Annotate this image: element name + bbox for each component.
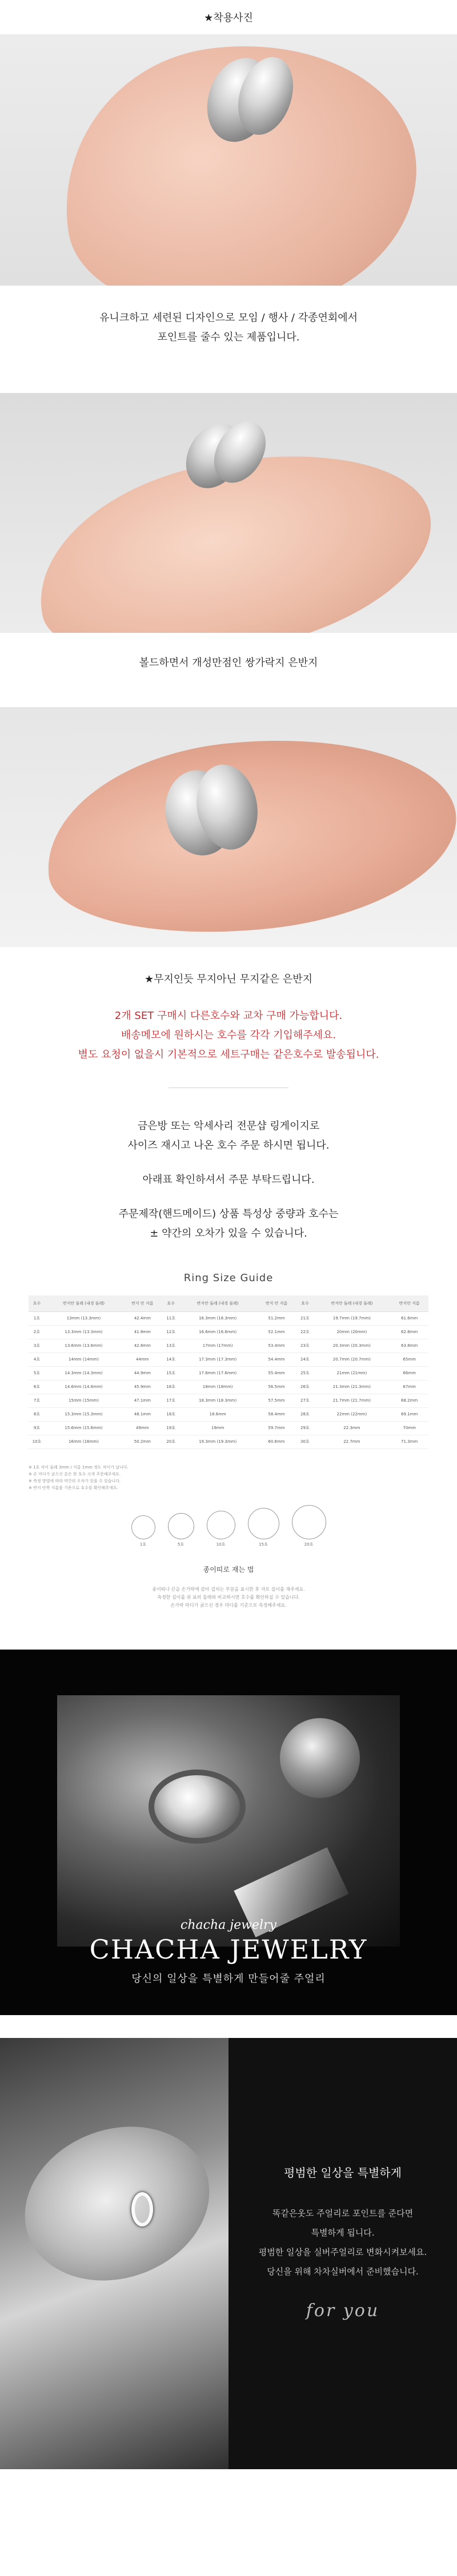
table-cell: 22호 [296,1325,313,1339]
table-cell: 15.3mm (15.3mm) [45,1407,122,1421]
table-cell: 52.1mm [256,1325,297,1339]
table-cell: 23호 [296,1339,313,1353]
table-cell: 63.8mm [390,1339,428,1353]
table-cell: 44.9mm [122,1366,163,1380]
photo1-caption: 유니크하고 세련된 디자인으로 모임 / 행사 / 각종연회에서 포인트를 줄수 있는 제품입니다. [99,312,358,343]
table-cell: 2호 [29,1325,45,1339]
table-cell: 18.6mm [179,1407,256,1421]
table-cell: 60.6mm [256,1435,297,1449]
table-cell: 17.3mm (17.3mm) [179,1353,256,1366]
table-row [29,1339,428,1353]
table-cell: 16.3mm (16.3mm) [179,1311,256,1325]
table-cell: 22.7mm [313,1435,390,1449]
header-cell: 반지안 지름 [390,1295,428,1311]
special-panel [228,2038,457,2469]
table-cell: 71.3mm [390,1435,428,1449]
table-cell: 8호 [29,1407,45,1421]
brand-script: chacha jewelry [181,1917,276,1932]
size-circle-chart: 1호 5호 10호 15호 20호 [0,1505,457,1547]
wearing-photo-2 [0,393,457,633]
table-cell: 57.5mm [256,1394,297,1407]
table-cell: 13mm (13.3mm) [45,1311,122,1325]
table-cell: 4호 [29,1353,45,1366]
table-cell: 67mm [390,1380,428,1394]
table-cell: 61.6mm [390,1311,428,1325]
table-cell: 6호 [29,1380,45,1394]
table-cell: 11호 [163,1311,179,1325]
special-everyday-banner [0,2038,457,2469]
ring-size-table [29,1295,428,1449]
set-order-notice: 2개 SET 구매시 다른호수와 교차 구매 가능합니다. 배송메모에 원하시는 호수를 각각 기입해주세요. 별도 요청이 없을시 기본적으로 세트구매는 같은호수로 발송됩니다. [78,1010,379,1061]
table-row [29,1394,428,1407]
table-cell: 54.4mm [256,1353,297,1366]
table-cell: 17mm (17mm) [179,1339,256,1353]
table-cell: 19.7mm (19.7mm) [313,1311,390,1325]
table-cell: 19호 [163,1421,179,1435]
table-cell: 66mm [390,1366,428,1380]
table-cell: 69.1mm [390,1407,428,1421]
section-title: ★착용사진 [204,12,253,24]
header-cell: 호수 [163,1295,179,1311]
table-cell: 28호 [296,1407,313,1421]
table-cell: 42.8mm [122,1339,163,1353]
table-cell: 21.3mm (21.3mm) [313,1380,390,1394]
photo3-caption: ★무지인듯 무지아닌 무지같은 은반지 [144,973,313,985]
wearing-photo-1 [0,34,457,286]
table-cell: 58.4mm [256,1407,297,1421]
table-cell: 47.1mm [122,1394,163,1407]
header-cell: 호수 [29,1295,45,1311]
table-cell: 55.4mm [256,1366,297,1380]
table-cell: 14.6mm (14.6mm) [45,1380,122,1394]
paper-measure-title: 종이띠로 재는 법 [203,1565,254,1574]
table-cell: 22.3mm [313,1421,390,1435]
table-cell: 22mm (22mm) [313,1407,390,1421]
table-cell: 41.8mm [122,1325,163,1339]
brand-name: CHACHA JEWELRY [89,1933,368,1965]
size-circle [131,1515,155,1539]
table-row [29,1325,428,1339]
table-cell: 15.6mm (15.6mm) [45,1421,122,1435]
table-cell: 65mm [390,1353,428,1366]
header-cell: 반지안 둘레 (내경 둘레) [179,1295,256,1311]
table-cell: 25호 [296,1366,313,1380]
size-circle [292,1505,326,1539]
table-cell: 20.3mm (20.3mm) [313,1339,390,1353]
size-circle [207,1511,235,1539]
size-circle [168,1513,194,1539]
table-cell: 17호 [163,1394,179,1407]
table-cell: 51.2mm [256,1311,297,1325]
hands-photo [0,2038,228,2469]
table-cell: 14.3mm (14.3mm) [45,1366,122,1380]
table-cell: 16호 [163,1380,179,1394]
header-cell: 반지 안 지름 [256,1295,297,1311]
table-cell: 27호 [296,1394,313,1407]
special-title: 평범한 일상을 특별하게 [284,2165,402,2180]
table-row [29,1421,428,1435]
table-row [29,1380,428,1394]
table-cell: 13호 [163,1339,179,1353]
table-cell: 3호 [29,1339,45,1353]
table-cell: 20mm (20mm) [313,1325,390,1339]
table-row [29,1407,428,1421]
for-you-script: for you [306,2300,380,2321]
size-info-2: 아래표 확인하셔서 주문 부탁드립니다. [142,1174,315,1186]
table-cell: 18mm (18mm) [179,1380,256,1394]
table-cell: 16.6mm (16.6mm) [179,1325,256,1339]
table-cell: 68.2mm [390,1394,428,1407]
table-cell: 42.4mm [122,1311,163,1325]
size-info-3: 주문제작(핸드메이드) 상품 특성상 중량과 호수는 ± 약간의 오차가 있을 수 있습니다. [118,1208,339,1239]
wearing-photo-3 [0,707,457,947]
table-cell: 13.6mm (13.6mm) [45,1339,122,1353]
header-cell: 호수 [296,1295,313,1311]
table-cell: 1호 [29,1311,45,1325]
wedding-ring [131,2192,153,2226]
table-cell: 30호 [296,1435,313,1449]
photo2-caption: 볼드하면서 개성만점인 쌍가락지 은반지 [139,657,318,669]
table-cell: 16mm (16mm) [45,1435,122,1449]
table-cell: 45.9mm [122,1380,163,1394]
table-row [29,1353,428,1366]
table-cell: 29호 [296,1421,313,1435]
size-table-notes: ※ 1호 차이 둘레 3mm / 지름 1mm 정도 차이가 납니다. ※ 손 마디가 굵으신 분은 한 호수 크게 주문해주세요. ※ 측정 방법에 따라 약간의 오차가 있을 수 있습니다. ※ 반지 안쪽 지름을 기준으로 호수를 확인해주세요. [29,1464,129,1490]
gemstone [149,1770,246,1844]
table-cell: 21.7mm (21.7mm) [313,1394,390,1407]
table-cell: 21mm (21mm) [313,1366,390,1380]
table-cell: 70mm [390,1421,428,1435]
table-cell: 24호 [296,1353,313,1366]
table-cell: 18호 [163,1407,179,1421]
table-cell: 13.3mm (13.3mm) [45,1325,122,1339]
table-cell: 14mm (14mm) [45,1353,122,1366]
table-cell: 20.7mm (20.7mm) [313,1353,390,1366]
table-cell: 62.8mm [390,1325,428,1339]
table-cell: 10호 [29,1435,45,1449]
table-row [29,1311,428,1325]
table-cell: 14호 [163,1353,179,1366]
brand-banner [0,1650,457,2015]
brand-tagline: 당신의 일상을 특별하게 만들어줄 주얼리 [131,1972,326,1985]
table-cell: 50.2mm [122,1435,163,1449]
table-cell: 56.5mm [256,1380,297,1394]
special-text: 똑같은옷도 주얼리로 포인트를 준다면 특별하게 됩니다. 평범한 일상을 실버주얼리로 변화시켜보세요. 당신을 위해 차차실버에서 준비했습니다. [258,2208,427,2277]
paper-measure-text: 종이띠나 끈을 손가락에 감아 겹치는 부분을 표시한 후 자로 길이를 재주세요. 측정한 길이를 위 표의 둘레와 비교하시면 호수를 확인하실 수 있습니다. 손가락 마디가 굵으신 경우 마디를 기준으로 측정해주세요. [152,1586,305,1608]
table-cell: 9호 [29,1421,45,1435]
table-cell: 44mm [122,1353,163,1366]
header-cell: 반지 안 지름 [122,1295,163,1311]
table-cell: 59.7mm [256,1421,297,1435]
table-cell: 19mm [179,1421,256,1435]
jewelry-photo [57,1695,400,1947]
table-cell: 19.3mm (19.3mm) [179,1435,256,1449]
table-cell: 21호 [296,1311,313,1325]
table-cell: 15mm (15mm) [45,1394,122,1407]
table-cell: 12호 [163,1325,179,1339]
size-circle [248,1508,279,1539]
table-cell: 5호 [29,1366,45,1380]
table-cell: 7호 [29,1394,45,1407]
table-cell: 48.1mm [122,1407,163,1421]
table-cell: 17.6mm (17.6mm) [179,1366,256,1380]
table-cell: 20호 [163,1435,179,1449]
ring-size-guide-title: Ring Size Guide [183,1272,274,1284]
table-row [29,1435,428,1449]
table-cell: 53.4mm [256,1339,297,1353]
table-cell: 26호 [296,1380,313,1394]
table-cell: 15호 [163,1366,179,1380]
table-cell: 49mm [122,1421,163,1435]
table-header-row [29,1295,428,1311]
header-cell: 반지안 둘레 (내경 둘레) [45,1295,122,1311]
size-info-1: 금은방 또는 악세사리 전문샵 링게이지로 사이즈 재시고 나온 호수 주문 하시면 됩니다. [127,1120,330,1151]
header-cell: 반지안 둘레 (내경 둘레) [313,1295,390,1311]
table-cell: 18.3mm (18.3mm) [179,1394,256,1407]
table-row [29,1366,428,1380]
